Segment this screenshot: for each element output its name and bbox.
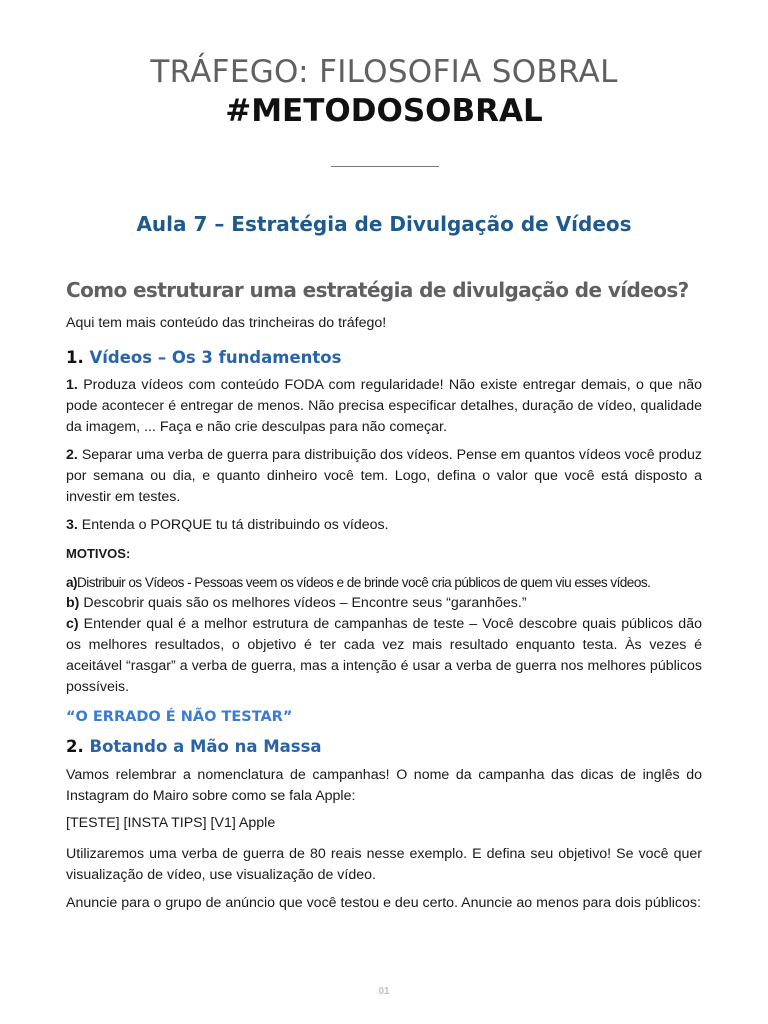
main-heading: Como estruturar uma estratégia de divulgação de vídeos? xyxy=(66,278,689,302)
title-divider xyxy=(331,166,439,167)
motivo-letter: b) xyxy=(66,595,80,611)
lesson-subtitle: Aula 7 – Estratégia de Divulgação de Vídeos xyxy=(136,212,632,236)
fundamento-2 xyxy=(66,445,702,508)
section-2-heading xyxy=(66,735,702,759)
fundamento-number: 1. xyxy=(66,377,78,393)
motivo-text: Distribuir os Vídeos - Pessoas veem os vídeos e de brinde você cria públicos de quem viu esses vídeos. xyxy=(77,575,651,590)
section-2-paragraph: Anuncie para o grupo de anúncio que você testou e deu certo. Anuncie ao menos para dois públicos: xyxy=(66,895,701,911)
campaign-name-example: [TESTE] [INSTA TIPS] [V1] Apple xyxy=(66,815,276,831)
fundamento-3 xyxy=(66,515,702,536)
section-2-number: 2. xyxy=(66,737,84,756)
document-title: TRÁFEGO: FILOSOFIA SOBRAL xyxy=(150,54,618,90)
section-2-title: Botando a Mão na Massa xyxy=(89,737,322,756)
motivos-label: MOTIVOS: xyxy=(66,546,131,561)
document-body xyxy=(66,276,702,914)
fundamento-text: Produza vídeos com conteúdo FODA com regularidade! Não existe entregar demais, o que não pode acontecer é entregar de menos. Não precisa especificar detalhes, duração de vídeo, qualidade da imagem, ... Faça e não crie desculpas para não começar. xyxy=(66,377,702,435)
motivo-text: Entender qual é a melhor estrutura de campanhas de teste – Você descobre quais públicos dão os melhores resultados, o objetivo é ter cada vez mais resultado enquanto testa. Às vezes é aceitável “rasgar” a verba de guerra, mas a intenção é usar a verba de guerra nos melhores públicos possíveis. xyxy=(66,616,702,695)
section-1-title: Vídeos – Os 3 fundamentos xyxy=(89,348,342,367)
document-hashtag-title: #METODOSOBRAL xyxy=(225,93,543,129)
motivo-letter: a) xyxy=(66,575,77,590)
section-1-number: 1. xyxy=(66,348,84,367)
motivo-letter: c) xyxy=(66,616,79,632)
highlight-quote: “O ERRADO É NÃO TESTAR” xyxy=(66,709,293,725)
page-number: 01 xyxy=(378,986,390,997)
motivo-b xyxy=(66,593,702,614)
section-2-paragraph: Vamos relembrar a nomenclatura de campanhas! O nome da campanha das dicas de inglês do Instagram do Mairo sobre como se fala Apple: xyxy=(66,767,702,804)
fundamento-1 xyxy=(66,375,702,438)
fundamento-text: Separar uma verba de guerra para distribuição dos vídeos. Pense em quantos vídeos você produz por semana ou dia, e quanto dinheiro você tem. Logo, defina o valor que você está disposto a investir em testes. xyxy=(66,447,702,505)
motivo-c xyxy=(66,614,702,698)
fundamento-number: 2. xyxy=(66,447,78,463)
fundamento-text: Entenda o PORQUE tu tá distribuindo os vídeos. xyxy=(81,517,389,533)
section-1-heading xyxy=(66,346,702,370)
motivo-text: Descobrir quais são os melhores vídeos – Encontre seus “garanhões.” xyxy=(83,595,527,611)
fundamento-number: 3. xyxy=(66,517,78,533)
section-2-paragraph: Utilizaremos uma verba de guerra de 80 reais nesse exemplo. E defina seu objetivo! Se você quer visualização de vídeo, use visualização de vídeo. xyxy=(66,846,702,883)
motivo-a xyxy=(66,572,702,593)
intro-paragraph: Aqui tem mais conteúdo das trincheiras do tráfego! xyxy=(66,315,387,331)
